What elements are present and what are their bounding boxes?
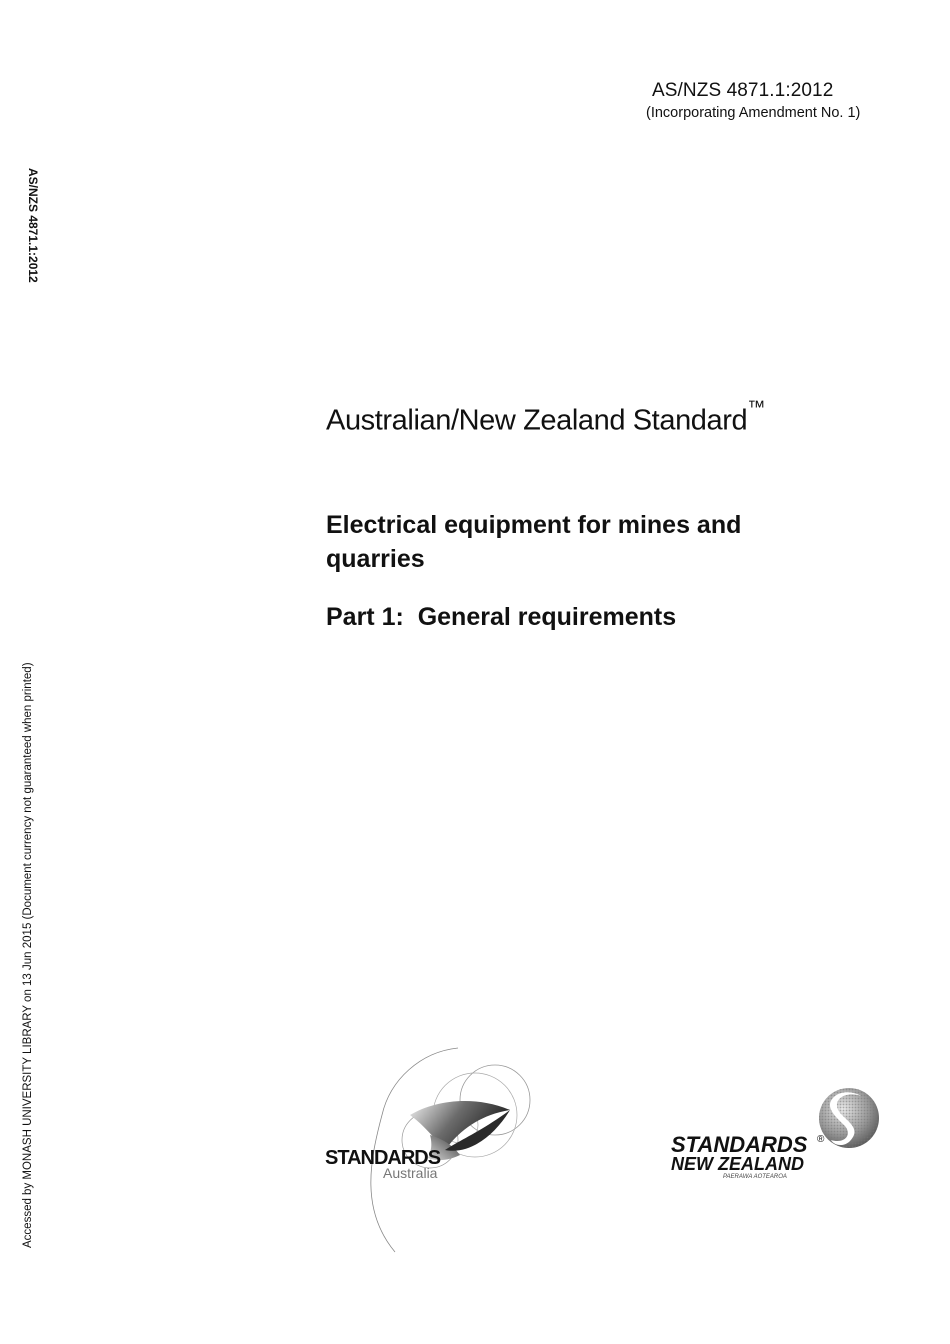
standards-nz-emblem — [665, 1082, 885, 1182]
standards-australia-logo — [320, 1040, 540, 1255]
snz-word-paerawa: PAERAWA AOTEAROA — [723, 1174, 787, 1180]
snz-word-new-zealand: NEW ZEALAND — [671, 1154, 804, 1174]
vertical-standard-number: AS/NZS 4871.1:2012 — [26, 168, 40, 283]
trademark-symbol: ™ — [747, 397, 765, 417]
series-heading — [326, 397, 765, 438]
standards-new-zealand-logo — [665, 1082, 885, 1182]
access-note: Accessed by MONASH UNIVERSITY LIBRARY on 13 Jun 2015 (Document currency not guaranteed when printed) — [22, 662, 34, 1248]
standards-australia-emblem — [320, 1040, 540, 1255]
snz-registered-mark: ® — [817, 1134, 825, 1145]
part-title: Part 1: General requirements — [326, 603, 677, 631]
amendment-note: (Incorporating Amendment No. 1) — [646, 105, 861, 121]
snz-word-standards: STANDARDS — [671, 1132, 808, 1157]
series-text: Australian/New Zealand Standard — [326, 404, 748, 437]
document-title: Electrical equipment for mines and quarries — [326, 511, 742, 573]
sa-word-australia: Australia — [383, 1165, 438, 1181]
sa-word-standards: STANDARDS — [325, 1147, 441, 1169]
standard-number: AS/NZS 4871.1:2012 — [652, 80, 834, 101]
